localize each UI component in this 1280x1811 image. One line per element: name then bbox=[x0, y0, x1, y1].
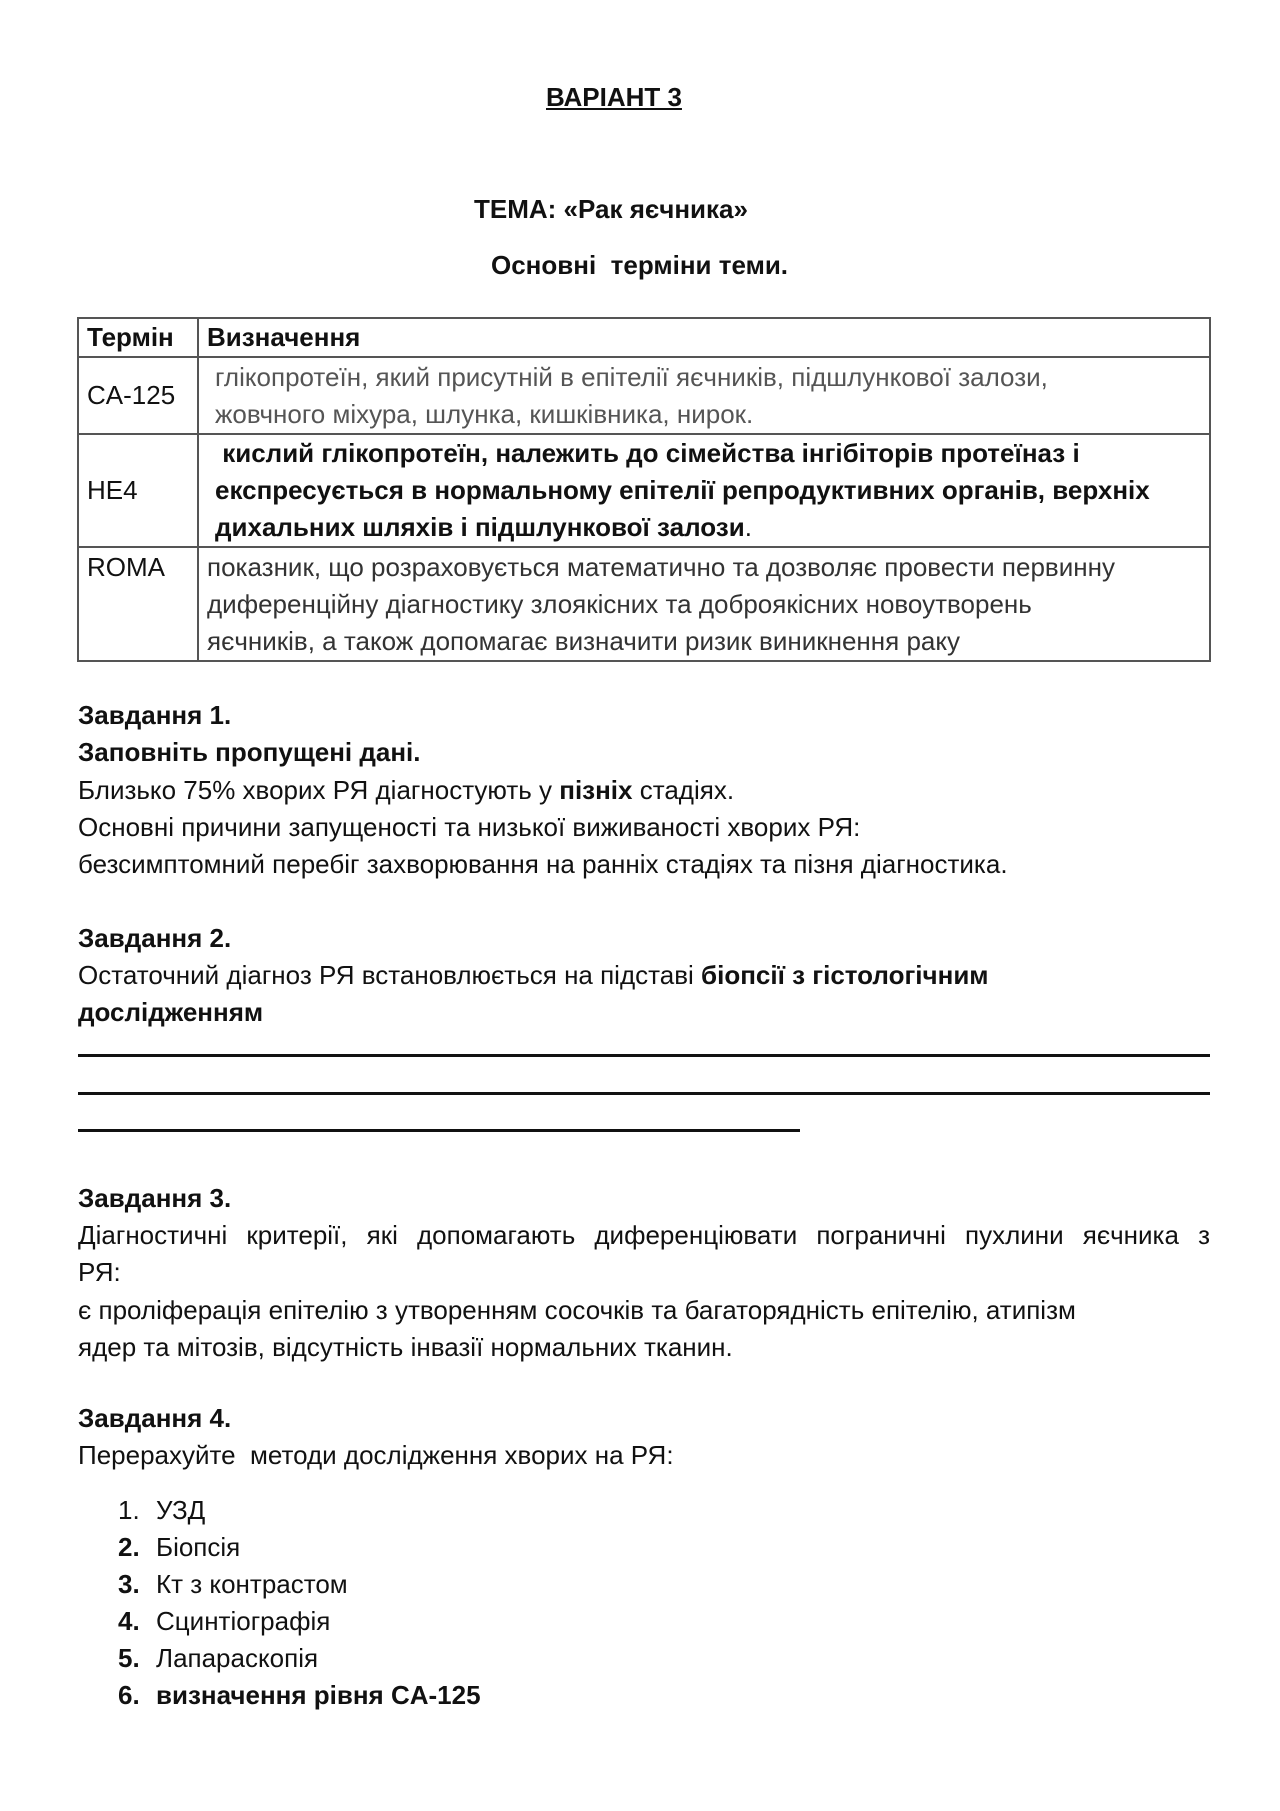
list-item: 2. Біопсія bbox=[118, 1532, 241, 1562]
list-item: 3. Кт з контрастом bbox=[118, 1569, 348, 1599]
definition-cell bbox=[198, 434, 1210, 547]
terms-table bbox=[77, 317, 1211, 662]
definition-line: глікопротеїн, який присутній в епітелії яєчників, підшлункової залози, bbox=[215, 361, 1048, 392]
definition-line: кислий глікопротеїн, належить до сімейства інгібіторів протеїназ і bbox=[215, 438, 1080, 468]
definition-line: показник, що розраховується математично та дозволяє провести первинну bbox=[207, 551, 1115, 582]
term-cell: ROMA bbox=[78, 547, 198, 661]
answer-line bbox=[78, 1129, 800, 1132]
task1-line3: безсимптомний перебіг захворювання на ранніх стадіях та пізня діагностика. bbox=[78, 849, 1008, 879]
column-header-term: Термін bbox=[78, 318, 198, 357]
task3-line3: є проліферація епітелію з утворенням сосочків та багаторядність епітелію, атипізм bbox=[78, 1295, 1076, 1325]
definition-cell bbox=[198, 357, 1210, 434]
list-item: 5. Лапараскопія bbox=[118, 1643, 319, 1673]
topic-title: ТЕМА: «Рак яєчника» bbox=[474, 194, 748, 224]
task3-line4: ядер та мітозів, відсутність інвазії нормальних тканин. bbox=[78, 1332, 733, 1362]
task1-title: Завдання 1. bbox=[78, 700, 232, 730]
section-subtitle: Основні терміни теми. bbox=[491, 250, 789, 280]
table-row bbox=[78, 547, 1210, 661]
definition-line: дихальних шляхів і підшлункової залози. bbox=[215, 512, 752, 542]
list-item: 1. УЗД bbox=[118, 1495, 206, 1525]
answer-line bbox=[78, 1092, 1210, 1095]
task3-line1: Діагностичні критерії, які допомагають диференціювати пограничні пухлини яєчника з bbox=[78, 1220, 1210, 1250]
list-item: 6. визначення рівня CA-125 bbox=[118, 1680, 481, 1710]
task1-instruction: Заповніть пропущені дані. bbox=[78, 737, 421, 767]
definition-cell bbox=[198, 547, 1210, 661]
column-header-definition: Визначення bbox=[198, 318, 1210, 357]
task3-line2: РЯ: bbox=[78, 1257, 121, 1287]
table-row bbox=[78, 434, 1210, 547]
task2-line1: Остаточний діагноз РЯ встановлюється на підставі біопсії з гістологічним bbox=[78, 960, 989, 990]
task4-title: Завдання 4. bbox=[78, 1403, 232, 1433]
definition-line: жовчного міхура, шлунка, кишківника, нирок. bbox=[215, 398, 754, 429]
list-item: 4. Сцинтіографія bbox=[118, 1606, 331, 1636]
variant-title: ВАРІАНТ 3 bbox=[546, 82, 682, 112]
task2-title: Завдання 2. bbox=[78, 923, 232, 953]
definition-line: диференційну діагностику злоякісних та доброякісних новоутворень bbox=[207, 588, 1032, 619]
task2-line2: дослідженням bbox=[78, 997, 264, 1027]
task1-line2: Основні причини запущеності та низької виживаності хворих РЯ: bbox=[78, 812, 861, 842]
definition-line: яєчників, а також допомагає визначити ризик виникнення раку bbox=[207, 625, 961, 656]
term-cell: HE4 bbox=[78, 434, 198, 547]
task1-line1: Близько 75% хворих РЯ діагностують у пізніх стадіях. bbox=[78, 775, 735, 805]
task4-instruction: Перерахуйте методи дослідження хворих на РЯ: bbox=[78, 1440, 674, 1470]
definition-line: експресується в нормальному епітелії репродуктивних органів, верхніх bbox=[215, 475, 1150, 505]
answer-line bbox=[78, 1054, 1210, 1057]
table-row bbox=[78, 357, 1210, 434]
term-cell: CA-125 bbox=[78, 357, 198, 434]
task3-title: Завдання 3. bbox=[78, 1183, 232, 1213]
table-header-row bbox=[78, 318, 1210, 357]
